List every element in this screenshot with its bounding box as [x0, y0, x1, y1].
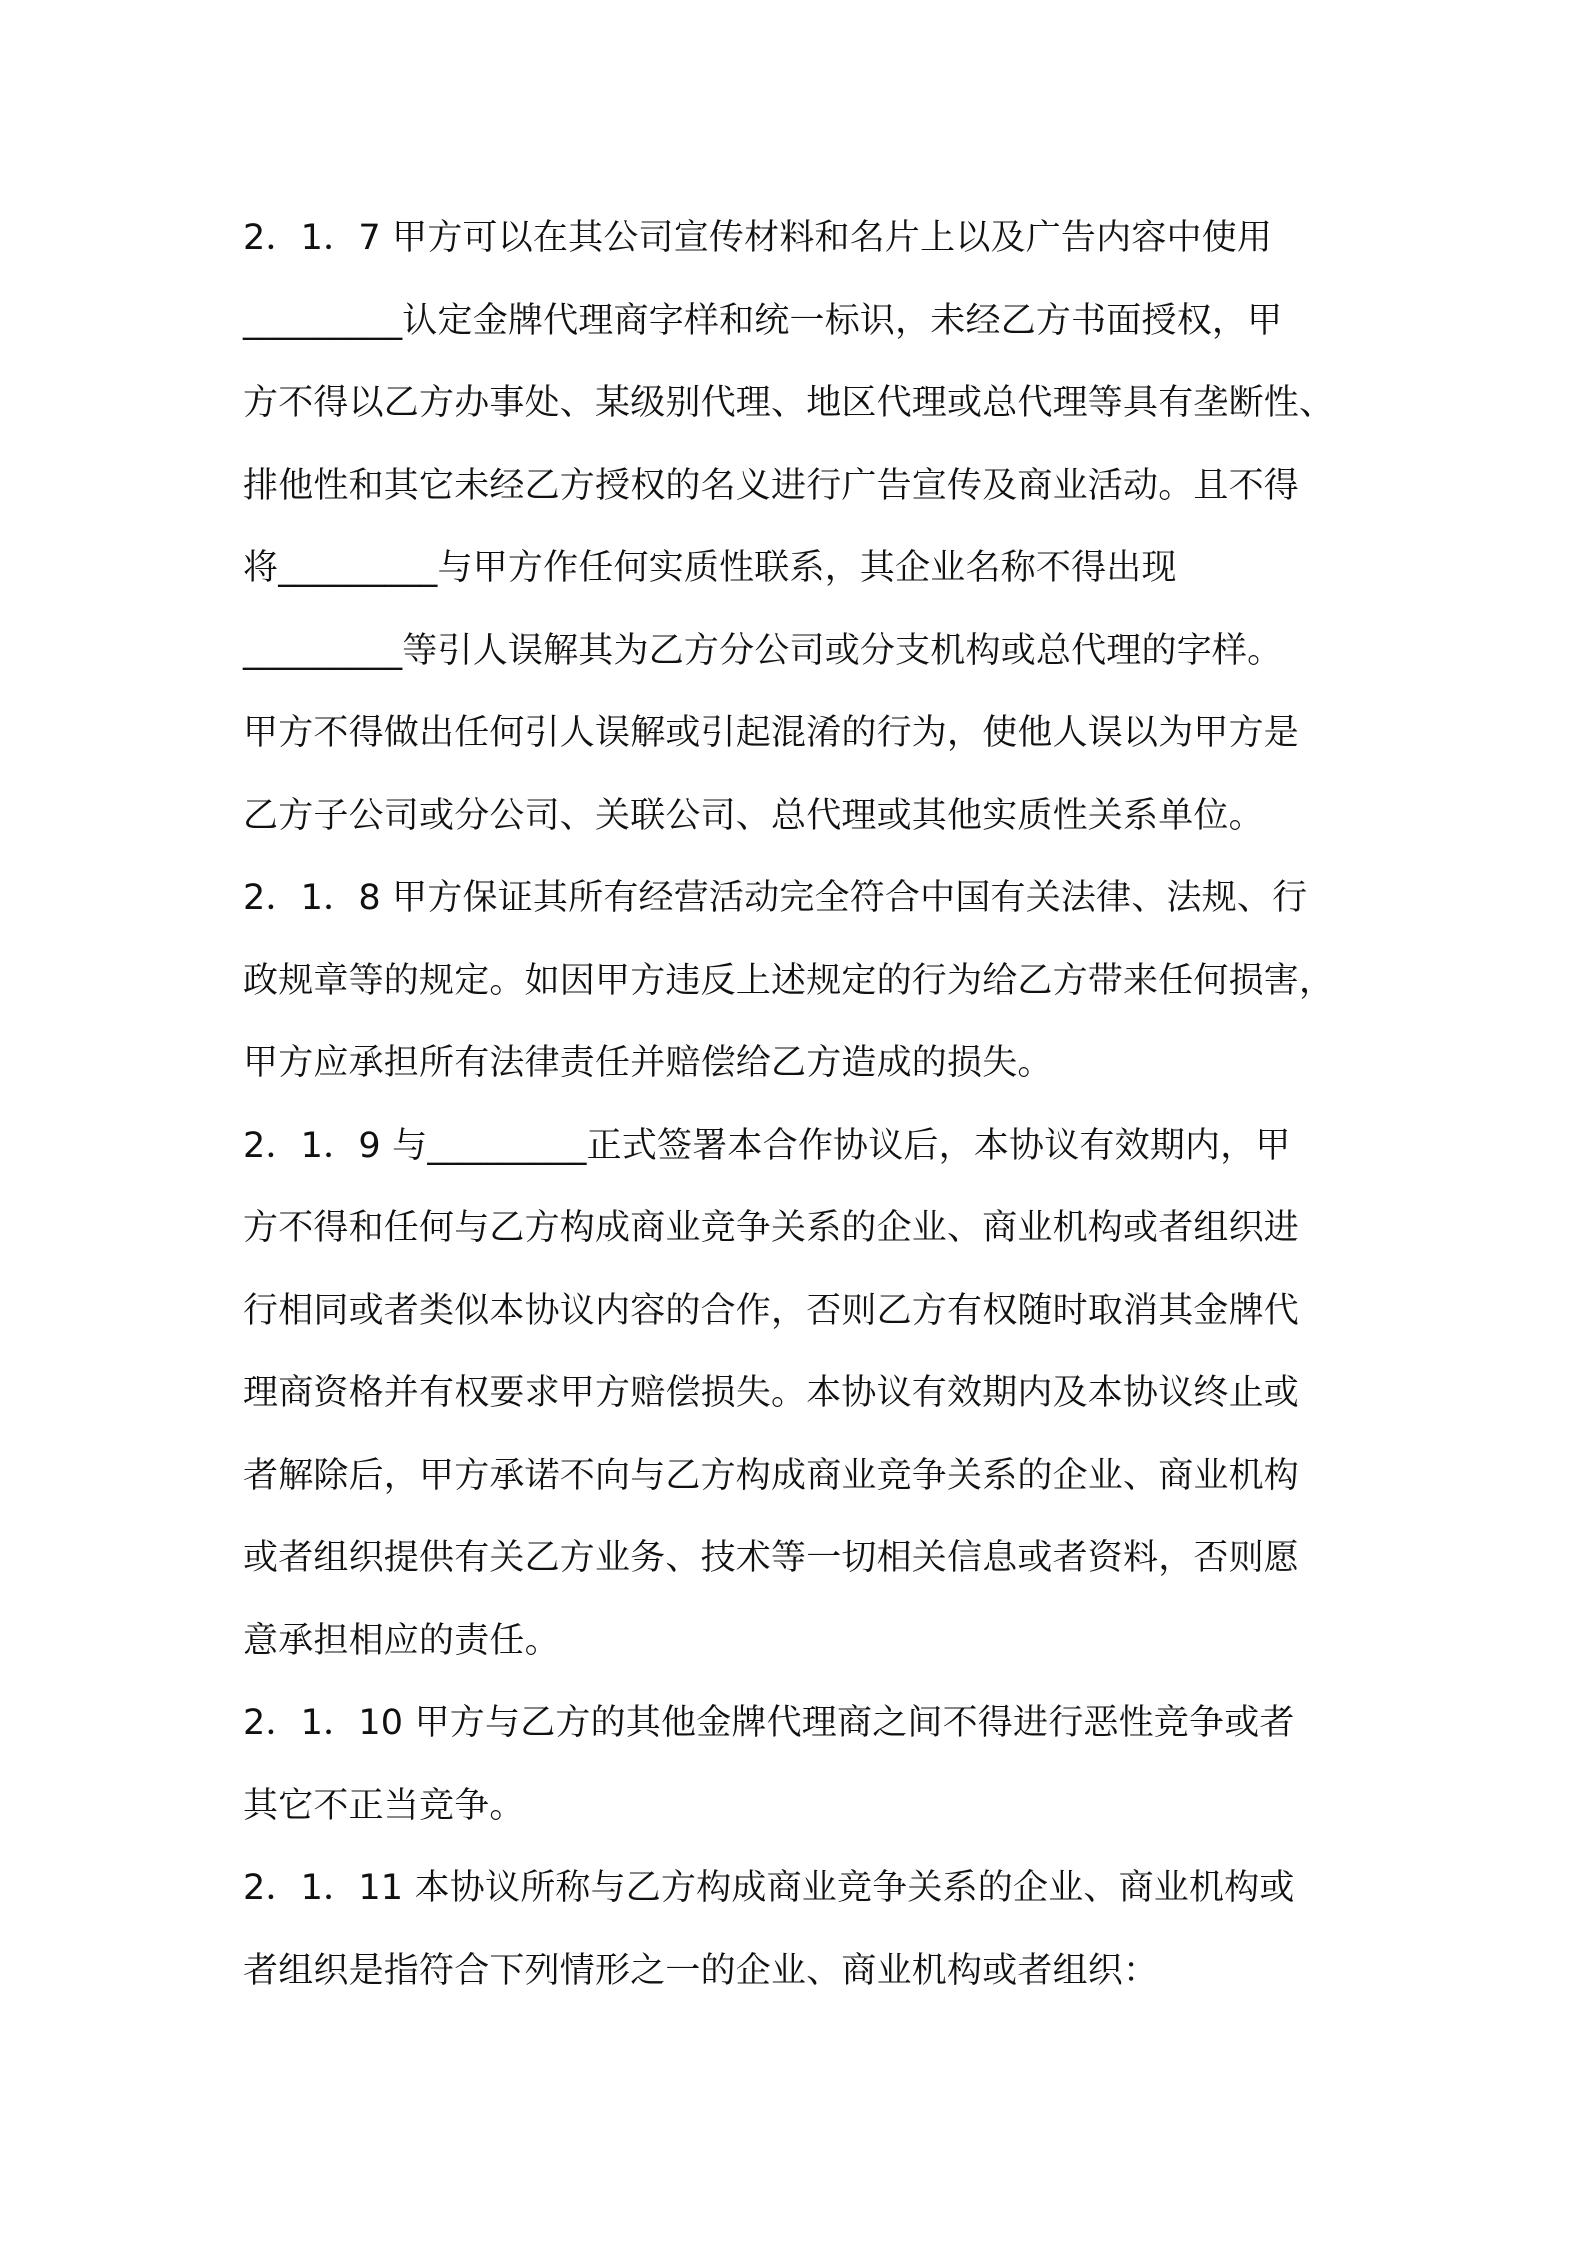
- text-line: 理商资格并有权要求甲方赔偿损失。本协议有效期内及本协议终止或: [243, 1373, 1300, 1413]
- text-line: 2．1．11 本协议所称与乙方构成商业竞争关系的企业、商业机构或: [243, 1868, 1295, 1908]
- text-line: 2．1．9 与_________正式签署本合作协议后，本协议有效期内，甲: [243, 1125, 1291, 1166]
- text-line: 意承担相应的责任。: [243, 1620, 560, 1661]
- text-line: 将_________与甲方作任何实质性联系，其企业名称不得出现: [243, 548, 1177, 588]
- text-line: 者解除后，甲方承诺不向与乙方构成商业竞争关系的企业、商业机构: [243, 1455, 1300, 1496]
- text-line: 或者组织提供有关乙方业务、技术等一切相关信息或者资料，否则愿: [243, 1538, 1300, 1578]
- text-line: 其它不正当竞争。: [243, 1785, 525, 1826]
- text-line: 方不得和任何与乙方构成商业竞争关系的企业、商业机构或者组织进: [243, 1208, 1300, 1248]
- text-line: 2．1．8 甲方保证其所有经营活动完全符合中国有关法律、法规、行: [243, 878, 1308, 918]
- text-line: 行相同或者类似本协议内容的合作，否则乙方有权随时取消其金牌代: [243, 1290, 1300, 1331]
- text-line: 者组织是指符合下列情形之一的企业、商业机构或者组织：: [243, 1950, 1159, 1991]
- text-line: 2．1．10 甲方与乙方的其他金牌代理商之间不得进行恶性竞争或者: [243, 1703, 1295, 1743]
- text-line: 甲方应承担所有法律责任并赔偿给乙方造成的损失。: [243, 1043, 1053, 1083]
- text-line: _________认定金牌代理商字样和统一标识，未经乙方书面授权，甲: [243, 300, 1283, 341]
- text-line: _________等引人误解其为乙方分公司或分支机构或总代理的字样。: [243, 630, 1283, 671]
- text-line: 方不得以乙方办事处、某级别代理、地区代理或总代理等具有垄断性、: [243, 383, 1335, 423]
- text-line: 乙方子公司或分公司、关联公司、总代理或其他实质性关系单位。: [243, 795, 1264, 836]
- text-line: 甲方不得做出任何引人误解或引起混淆的行为，使他人误以为甲方是: [243, 713, 1300, 753]
- text-line: 2．1．7 甲方可以在其公司宣传材料和名片上以及广告内容中使用: [243, 218, 1273, 258]
- text-line: 排他性和其它未经乙方授权的名义进行广告宣传及商业活动。且不得: [243, 465, 1300, 506]
- document-body: [243, 197, 1363, 2012]
- text-line: 政规章等的规定。如因甲方违反上述规定的行为给乙方带来任何损害，: [243, 960, 1335, 1001]
